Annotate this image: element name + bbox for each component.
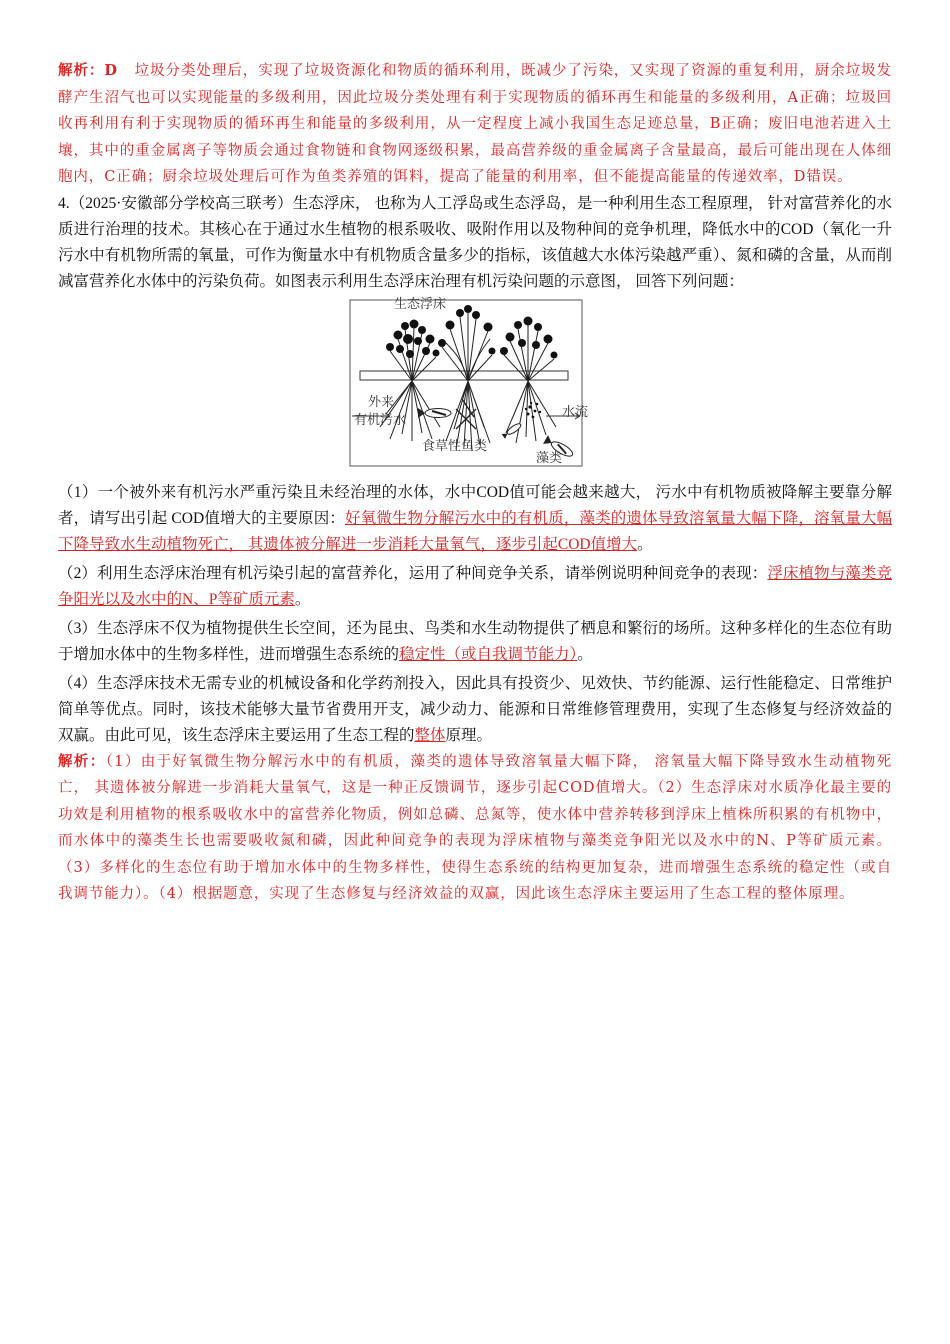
answer-2: 浮床植物与藻类竞争阳光以及水中的N、P等矿质元素 (58, 564, 892, 608)
label-inflow-1: 外来 (368, 394, 395, 410)
analysis-answer-1 (58, 58, 892, 191)
label-algae: 藻类 (536, 450, 563, 466)
floating-bed-diagram (58, 296, 892, 477)
sub-question-4: （4）生态浮床技术无需专业的机械设备和化学药剂投入，因此具有投资少、见效快、节约能源、运行性能稳定、日常维护简单等优点。同时，该技术能够大量节省费用开支，减少动力、能源和日常维修管理费用，实现了生态修复与经济效益的双赢。由此可见，该生态浮床主要运用了生态工程的整体原理。 (58, 674, 892, 744)
sub-question-1: （1）一个被外来有机污水严重污染且未经治理的水体，水中COD值可能会越来越大， 污水中有机物质被降解主要靠分解者，请写出引起 COD值增大的主要原因：好氧微生物分解污水中的有机质，藻类的遗体导致溶氧量大幅下降，溶氧量大幅下降导致水生动植物死亡， 其遗体被分解进一步消耗大量氧气，逐步引起COD值增大。 (58, 483, 892, 553)
answer-choice: D (104, 62, 118, 79)
fish-2 (502, 421, 523, 438)
question-4-stem: 4.（2025·安徽部分学校高三联考）生态浮床， 也称为人工浮岛或生态浮岛，是一种利用生态工程原理， 针对富营养化的水质进行治理的技术。其核心在于通过水生植物的根系吸收、吸附作用以及物种间的竞争机理，降低水中的COD（氧化一升污水中有机物所需的氧量，可作为衡量水中有机物质含量多少的指标，该值越大水体污染越严重）、氮和磷的含量，从而削减富营养化水体中的污染负荷。如图表示利用生态浮床治理有机污染问题的示意图， 回答下列问题： (58, 194, 892, 290)
analysis-label-2: 解析： (58, 752, 106, 770)
analysis-text: 垃圾分类处理后，实现了垃圾资源化和物质的循环利用，既减少了污染，又实现了资源的重复利用，厨余垃圾发酵产生沼气也可以实现能量的多级利用，因此垃圾分类处理有利于实现物质的循环再生和能量的多级利用，A正确；垃圾回收再利用有利于实现物质的循环再生和能量的多级利用，从一定程度上减小我国生态足迹总量，B正确；废旧电池若进入土壤，其中的重金属离子等物质会通过食物链和食物网逐级积累，最高营养级的重金属离子含量最高，最后可能出现在人体细胞内，C正确；厨余垃圾处理后可作为鱼类养殖的饵料，提高了能量的利用率，但不能提高能量的传递效率，D错误。 (58, 63, 893, 185)
answer-3: 稳定性（或自我调节能力） (399, 645, 578, 663)
label-floating-bed: 生态浮床 (394, 296, 447, 312)
sub-question-3: （3）生态浮床不仅为植物提供生长空间，还为昆虫、鸟类和水生动物提供了栖息和繁衍的场所。这种多样化的生态位有助于增加水体中的生物多样性，进而增强生态系统的稳定性（或自我调节能力）。 (58, 619, 892, 663)
label-flow: 水流 (562, 404, 589, 420)
analysis-label: 解析： (58, 62, 105, 79)
answer-1: 好氧微生物分解污水中的有机质，藻类的遗体导致溶氧量大幅下降，溶氧量大幅下降导致水生动植物死亡， 其遗体被分解进一步消耗大量氧气，逐步引起COD值增大 (58, 509, 892, 553)
label-inflow-2: 有机污水 (354, 412, 407, 428)
sub-question-2: （2）利用生态浮床治理有机污染引起的富营养化，运用了种间竞争关系，请举例说明种间竞争的表现：浮床植物与藻类竞争阳光以及水中的N、P等矿质元素。 (58, 564, 892, 608)
analysis-answer-2 (58, 749, 892, 908)
label-fish: 食草性鱼类 (422, 438, 488, 454)
analysis-text-2: （1）由于好氧微生物分解污水中的有机质，藻类的遗体导致溶氧量大幅下降， 溶氧量大幅下降导致水生动植物死亡， 其遗体被分解进一步消耗大量氧气，这是一种正反馈调节，逐步引起COD值增大。（2）生态浮床对水质净化最主要的功效是利用植物的根系吸收水中的富营养化物质，例如总磷、总氮等，使水体中营养转移到浮床上植株所积累的有机物中，而水体中的藻类生长也需要吸收氮和磷，因此种间竞争的表现为浮床植物与藻类竞争阳光以及水中的N、P等矿质元素。（3）多样化的生态位有助于增加水体中的生物多样性，使得生态系统的结构更加复杂，进而增强生态系统的稳定性（或自我调节能力）。（4）根据题意，实现了生态修复与经济效益的双赢，因此该生态浮床主要运用了生态工程的整体原理。 (58, 753, 892, 902)
answer-4: 整体 (414, 726, 446, 744)
page (58, 58, 892, 908)
fish-1 (418, 408, 451, 418)
